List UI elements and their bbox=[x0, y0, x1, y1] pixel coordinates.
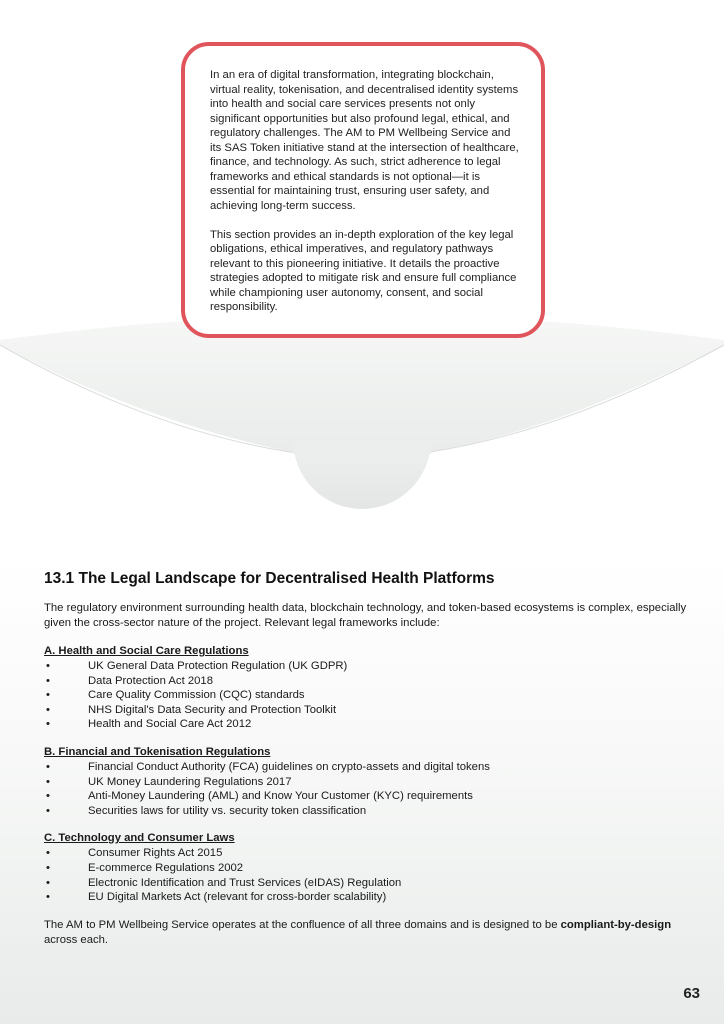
list-health bbox=[44, 659, 694, 732]
bullet-icon: • bbox=[46, 775, 50, 788]
group-title-technology: C. Technology and Consumer Laws bbox=[44, 832, 235, 845]
group-title-financial: B. Financial and Tokenisation Regulations bbox=[44, 745, 271, 758]
list-technology bbox=[44, 846, 694, 904]
list-item: • UK General Data Protection Regulation (UK GDPR) bbox=[46, 660, 348, 672]
closing-emphasis: compliant-by-design bbox=[560, 918, 672, 931]
bullet-icon: • bbox=[46, 760, 50, 773]
list-item: • UK Money Laundering Regulations 2017 bbox=[46, 775, 292, 788]
list-item: • NHS Digital's Data Security and Protection Toolkit bbox=[46, 703, 337, 716]
page-number: 63 bbox=[683, 985, 700, 1002]
list-item: • Anti-Money Laundering (AML) and Know Your Customer (KYC) requirements bbox=[46, 790, 473, 803]
callout-paragraph-2: This section provides an in-depth exploration of the key legal obligations, ethical imperatives, and regulatory pathways relevant to this pioneering initiative. It details the proactive strategies adopted to mitigate risk and ensure full compliance while championing user autonomy, consent, and social responsibility. bbox=[210, 228, 517, 313]
bullet-icon: • bbox=[46, 674, 50, 687]
list-item: • Financial Conduct Authority (FCA) guidelines on crypto-assets and digital tokens bbox=[46, 760, 490, 773]
group-title-health: A. Health and Social Care Regulations bbox=[44, 645, 249, 657]
bullet-icon: • bbox=[46, 804, 50, 817]
bullet-icon: • bbox=[46, 891, 50, 904]
list-item: • Securities laws for utility vs. security token classification bbox=[46, 804, 367, 817]
bullet-icon: • bbox=[46, 876, 50, 889]
bullet-icon: • bbox=[46, 689, 50, 702]
bullet-icon: • bbox=[46, 703, 50, 716]
list-item: • E-commerce Regulations 2002 bbox=[46, 861, 244, 874]
bullet-icon: • bbox=[46, 718, 50, 731]
list-item: • Consumer Rights Act 2015 bbox=[46, 847, 223, 860]
bullet-icon: • bbox=[46, 861, 50, 874]
legal-landscape-section bbox=[44, 570, 694, 948]
list-item: • EU Digital Markets Act (relevant for cross-border scalability) bbox=[46, 891, 387, 904]
intro-callout-box bbox=[181, 42, 545, 338]
bullet-icon: • bbox=[46, 790, 50, 803]
closing-paragraph: The AM to PM Wellbeing Service operates at the confluence of all three domains and is designed to be compliant-by-design across each. bbox=[44, 918, 672, 946]
list-item: • Care Quality Commission (CQC) standards bbox=[46, 689, 305, 702]
section-title: 13.1 The Legal Landscape for Decentralised Health Platforms bbox=[44, 570, 495, 587]
list-financial bbox=[44, 760, 694, 818]
section-intro: The regulatory environment surrounding health data, blockchain technology, and token-based ecosystems is complex, especially given the cross-sector nature of the project. Relevant legal frameworks include: bbox=[44, 602, 687, 629]
list-item: • Electronic Identification and Trust Services (eIDAS) Regulation bbox=[46, 876, 402, 889]
list-item: • Health and Social Care Act 2012 bbox=[46, 718, 252, 731]
callout-paragraph-1: In an era of digital transformation, integrating blockchain, virtual reality, tokenisation, and decentralised identity systems into health and social care services presents not only significant opportunities but also profound legal, ethical, and regulatory challenges. The AM to PM Wellbeing Service and its SAS Token initiative stand at the intersection of healthcare, finance, and technology. As such, strict adherence to legal frameworks and ethical standards is not optional—it is essential for maintaining trust, ensuring user safety, and achieving long-term success. bbox=[210, 69, 519, 212]
list-item: • Data Protection Act 2018 bbox=[46, 674, 213, 687]
bullet-icon: • bbox=[46, 847, 50, 860]
bullet-icon: • bbox=[46, 660, 50, 672]
